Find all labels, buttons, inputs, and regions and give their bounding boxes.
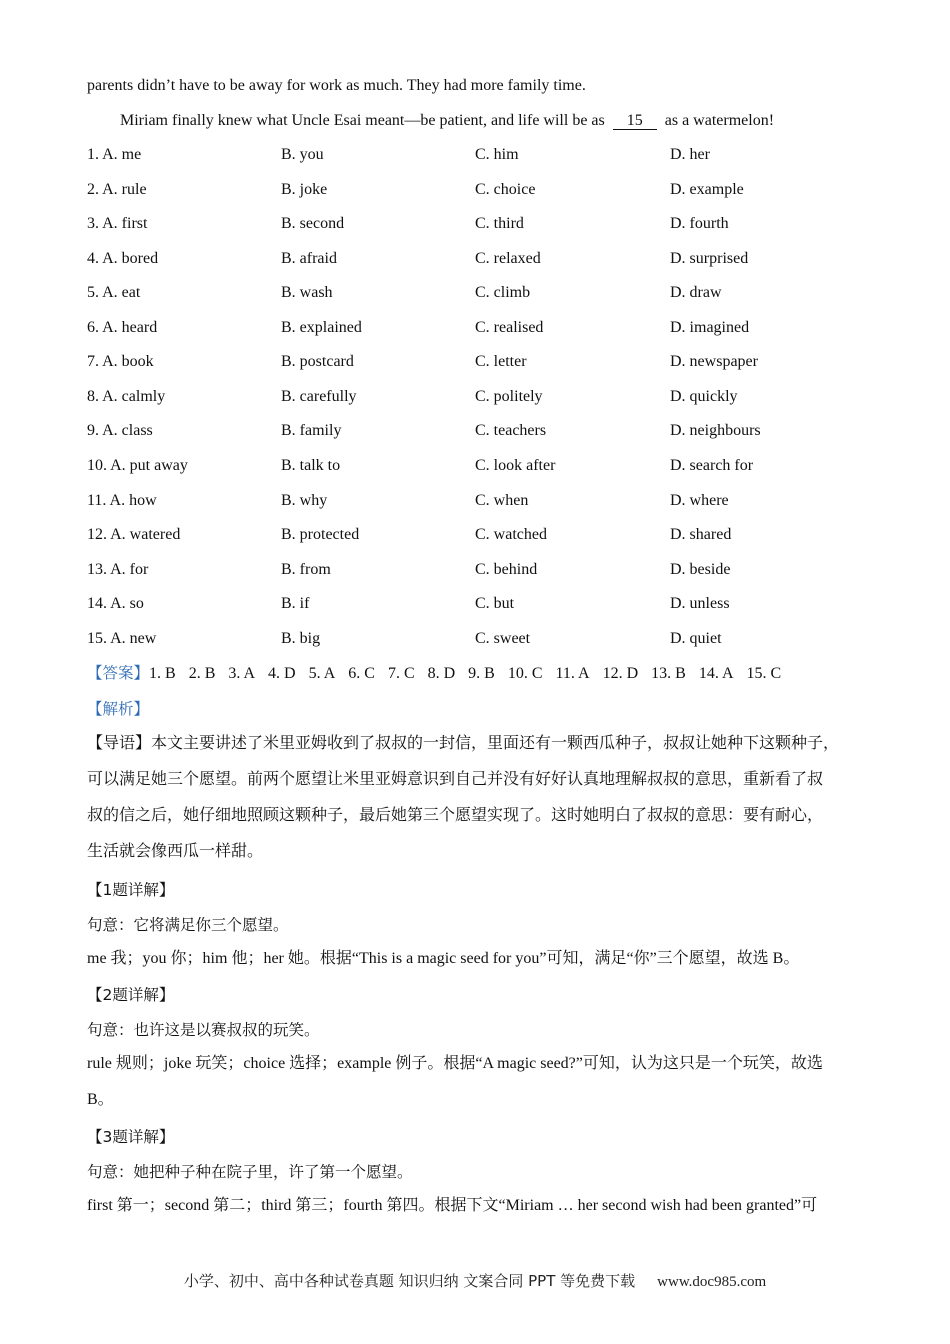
answer-list bbox=[149, 665, 794, 682]
option-a bbox=[87, 629, 156, 649]
option-b: B. from bbox=[281, 560, 331, 578]
option-c: C. letter bbox=[475, 353, 527, 371]
option-a bbox=[87, 180, 147, 200]
question-number: 5. bbox=[87, 284, 99, 302]
option-c: C. behind bbox=[475, 560, 538, 578]
option-d: D. her bbox=[670, 146, 710, 163]
option-a-text: A. rule bbox=[102, 180, 147, 198]
intro-line: 可以满足她三个愿望。前两个愿望让米里亚姆意识到自己并没有好好认真地理解叔叔的意思，重新看了叔 bbox=[87, 769, 824, 788]
option-b: B. family bbox=[281, 422, 342, 440]
option-a-text: A. how bbox=[109, 491, 157, 509]
question-row bbox=[87, 629, 887, 649]
option-a-text: A. so bbox=[110, 595, 144, 613]
option-a bbox=[87, 214, 147, 234]
option-b: B. carefully bbox=[281, 387, 357, 405]
question-number: 2. bbox=[87, 180, 99, 198]
answer-label: 【答案】 bbox=[87, 664, 150, 682]
option-c: C. climb bbox=[475, 284, 531, 302]
option-d: D. fourth bbox=[670, 215, 729, 233]
option-a bbox=[87, 283, 140, 303]
analysis-label: 【解析】 bbox=[87, 700, 150, 718]
answer-item: 3. A bbox=[228, 665, 256, 682]
answer-item: 2. B bbox=[188, 665, 216, 682]
answer-blank: 15 bbox=[613, 113, 657, 130]
option-a bbox=[87, 421, 153, 441]
question-row bbox=[87, 145, 887, 165]
option-c: C. realised bbox=[475, 318, 544, 336]
question-row bbox=[87, 318, 887, 338]
question-number: 1. bbox=[87, 146, 99, 163]
option-d: D. surprised bbox=[670, 249, 749, 267]
answer-item: 7. C bbox=[387, 665, 415, 682]
answer-item: 8. D bbox=[427, 665, 456, 682]
option-c: C. relaxed bbox=[475, 249, 541, 267]
option-c: C. look after bbox=[475, 456, 556, 474]
question-number: 4. bbox=[87, 249, 99, 267]
question-row bbox=[87, 214, 887, 234]
option-a-text: A. book bbox=[102, 353, 154, 371]
answer-item: 9. B bbox=[468, 665, 495, 682]
option-b: B. talk to bbox=[281, 456, 341, 474]
option-c: C. watched bbox=[475, 526, 547, 544]
question-number: 14. bbox=[87, 595, 107, 613]
option-a-text: A. me bbox=[102, 146, 142, 163]
footer-text: 小学、初中、高中各种试卷真题 知识归纳 文案合同 PPT 等免费下载 bbox=[183, 1272, 636, 1290]
option-a-text: A. put away bbox=[110, 456, 188, 474]
option-c: C. politely bbox=[475, 387, 543, 405]
option-a bbox=[87, 318, 157, 338]
answer-item: 12. D bbox=[602, 665, 639, 682]
option-b: B. you bbox=[281, 146, 324, 163]
option-a-text: A. watered bbox=[110, 526, 181, 544]
option-b: B. protected bbox=[281, 526, 360, 544]
answer-item: 13. B bbox=[651, 665, 686, 682]
q2-explanation-cont: B。 bbox=[87, 1091, 114, 1108]
option-a-text: A. eat bbox=[102, 284, 141, 302]
q1-explanation: me 我；you 你；him 他；her 她。根据“This is a magic seed for you”可知，满足“你”三个愿望，故选 B。 bbox=[87, 950, 800, 967]
option-d: D. draw bbox=[670, 284, 722, 302]
option-a bbox=[87, 594, 144, 614]
question-number: 8. bbox=[87, 387, 99, 405]
answer-item: 15. C bbox=[746, 665, 782, 682]
answer-item: 6. C bbox=[348, 665, 375, 682]
question-row bbox=[87, 560, 887, 580]
option-c: C. sweet bbox=[475, 629, 531, 647]
question-row bbox=[87, 456, 887, 476]
answer-item: 14. A bbox=[698, 665, 734, 682]
intro-line: 生活就会像西瓜一样甜。 bbox=[87, 841, 264, 860]
question-row bbox=[87, 421, 887, 441]
option-a-text: A. class bbox=[102, 422, 153, 440]
option-c: C. choice bbox=[475, 180, 536, 198]
option-a bbox=[87, 249, 158, 269]
option-a bbox=[87, 387, 165, 407]
answer-line bbox=[87, 663, 794, 684]
question-row bbox=[87, 180, 887, 200]
option-d: D. quiet bbox=[670, 629, 722, 647]
intro-line: 叔的信之后，她仔细地照顾这颗种子，最后她第三个愿望实现了。这时她明白了叔叔的意思：要有耐心， bbox=[87, 805, 824, 824]
passage-closing-line bbox=[120, 111, 774, 131]
answer-item: 11. A bbox=[555, 665, 590, 682]
option-a bbox=[87, 352, 154, 372]
option-a-text: A. for bbox=[110, 560, 149, 578]
q1-title: 【1题详解】 bbox=[87, 881, 175, 899]
answer-item: 1. B bbox=[149, 665, 176, 682]
option-a bbox=[87, 525, 180, 545]
question-number: 10. bbox=[87, 456, 107, 474]
option-d: D. search for bbox=[670, 456, 754, 474]
option-a bbox=[87, 491, 157, 511]
option-c: C. him bbox=[475, 146, 519, 163]
question-row bbox=[87, 352, 887, 372]
option-a-text: A. first bbox=[102, 215, 148, 233]
question-row bbox=[87, 594, 887, 614]
question-row bbox=[87, 283, 887, 303]
option-d: D. unless bbox=[670, 595, 730, 613]
question-row bbox=[87, 491, 887, 511]
question-number: 13. bbox=[87, 560, 107, 578]
question-row bbox=[87, 387, 887, 407]
q2-meaning: 句意：也许这是以赛叔叔的玩笑。 bbox=[87, 1021, 320, 1039]
option-d: D. where bbox=[670, 491, 729, 509]
question-number: 9. bbox=[87, 422, 99, 440]
option-a bbox=[87, 560, 148, 580]
question-row bbox=[87, 249, 887, 269]
option-b: B. if bbox=[281, 595, 310, 613]
option-d: D. quickly bbox=[670, 387, 738, 405]
question-number: 12. bbox=[87, 526, 107, 544]
option-a-text: A. heard bbox=[102, 318, 158, 336]
option-a bbox=[87, 456, 188, 476]
option-b: B. postcard bbox=[281, 353, 354, 371]
option-b: B. why bbox=[281, 491, 328, 509]
option-b: B. big bbox=[281, 629, 321, 647]
question-number: 15. bbox=[87, 629, 107, 647]
option-c: C. teachers bbox=[475, 422, 547, 440]
question-number: 7. bbox=[87, 353, 99, 371]
option-d: D. shared bbox=[670, 526, 732, 544]
passage-line: parents didn’t have to be away for work as much. They had more family time. bbox=[87, 77, 586, 94]
q2-explanation: rule 规则；joke 玩笑；choice 选择；example 例子。根据“A magic seed?”可知，认为这只是一个玩笑，故选 bbox=[87, 1055, 823, 1072]
option-b: B. afraid bbox=[281, 249, 337, 267]
option-c: C. third bbox=[475, 215, 524, 233]
option-a-text: A. bored bbox=[102, 249, 159, 267]
option-b: B. joke bbox=[281, 180, 328, 198]
option-c: C. but bbox=[475, 595, 515, 613]
answer-item: 5. A bbox=[308, 665, 336, 682]
q3-meaning: 句意：她把种子种在院子里，许了第一个愿望。 bbox=[87, 1163, 413, 1181]
option-d: D. newspaper bbox=[670, 353, 758, 371]
intro-line: 【导语】本文主要讲述了米里亚姆收到了叔叔的一封信，里面还有一颗西瓜种子，叔叔让她种下这颗种子， bbox=[87, 733, 840, 752]
passage-text: as a watermelon! bbox=[664, 112, 775, 129]
page-footer bbox=[0, 1270, 950, 1291]
question-number: 3. bbox=[87, 215, 99, 233]
q3-explanation: first 第一；second 第二；third 第三；fourth 第四。根据下文“Miriam … her second wish had been granted”可 bbox=[87, 1197, 818, 1214]
q3-title: 【3题详解】 bbox=[87, 1128, 175, 1146]
answer-item: 10. C bbox=[507, 665, 543, 682]
analysis-intro bbox=[87, 725, 867, 869]
passage-text: Miriam finally knew what Uncle Esai meant—be patient, and life will be as bbox=[120, 112, 605, 129]
option-a bbox=[87, 145, 141, 165]
option-c: C. when bbox=[475, 491, 529, 509]
q1-meaning: 句意：它将满足你三个愿望。 bbox=[87, 916, 289, 934]
option-d: D. beside bbox=[670, 560, 731, 578]
option-d: D. neighbours bbox=[670, 422, 761, 440]
option-a-text: A. new bbox=[110, 629, 157, 647]
option-b: B. explained bbox=[281, 318, 362, 336]
option-d: D. imagined bbox=[670, 318, 750, 336]
option-b: B. wash bbox=[281, 284, 333, 302]
option-d: D. example bbox=[670, 180, 744, 198]
footer-url[interactable]: www.doc985.com bbox=[657, 1274, 767, 1290]
question-number: 6. bbox=[87, 318, 99, 336]
question-number: 11. bbox=[87, 491, 107, 509]
question-row bbox=[87, 525, 887, 545]
option-a-text: A. calmly bbox=[102, 387, 166, 405]
q2-title: 【2题详解】 bbox=[87, 986, 175, 1004]
option-b: B. second bbox=[281, 215, 345, 233]
answer-item: 4. D bbox=[268, 665, 296, 682]
